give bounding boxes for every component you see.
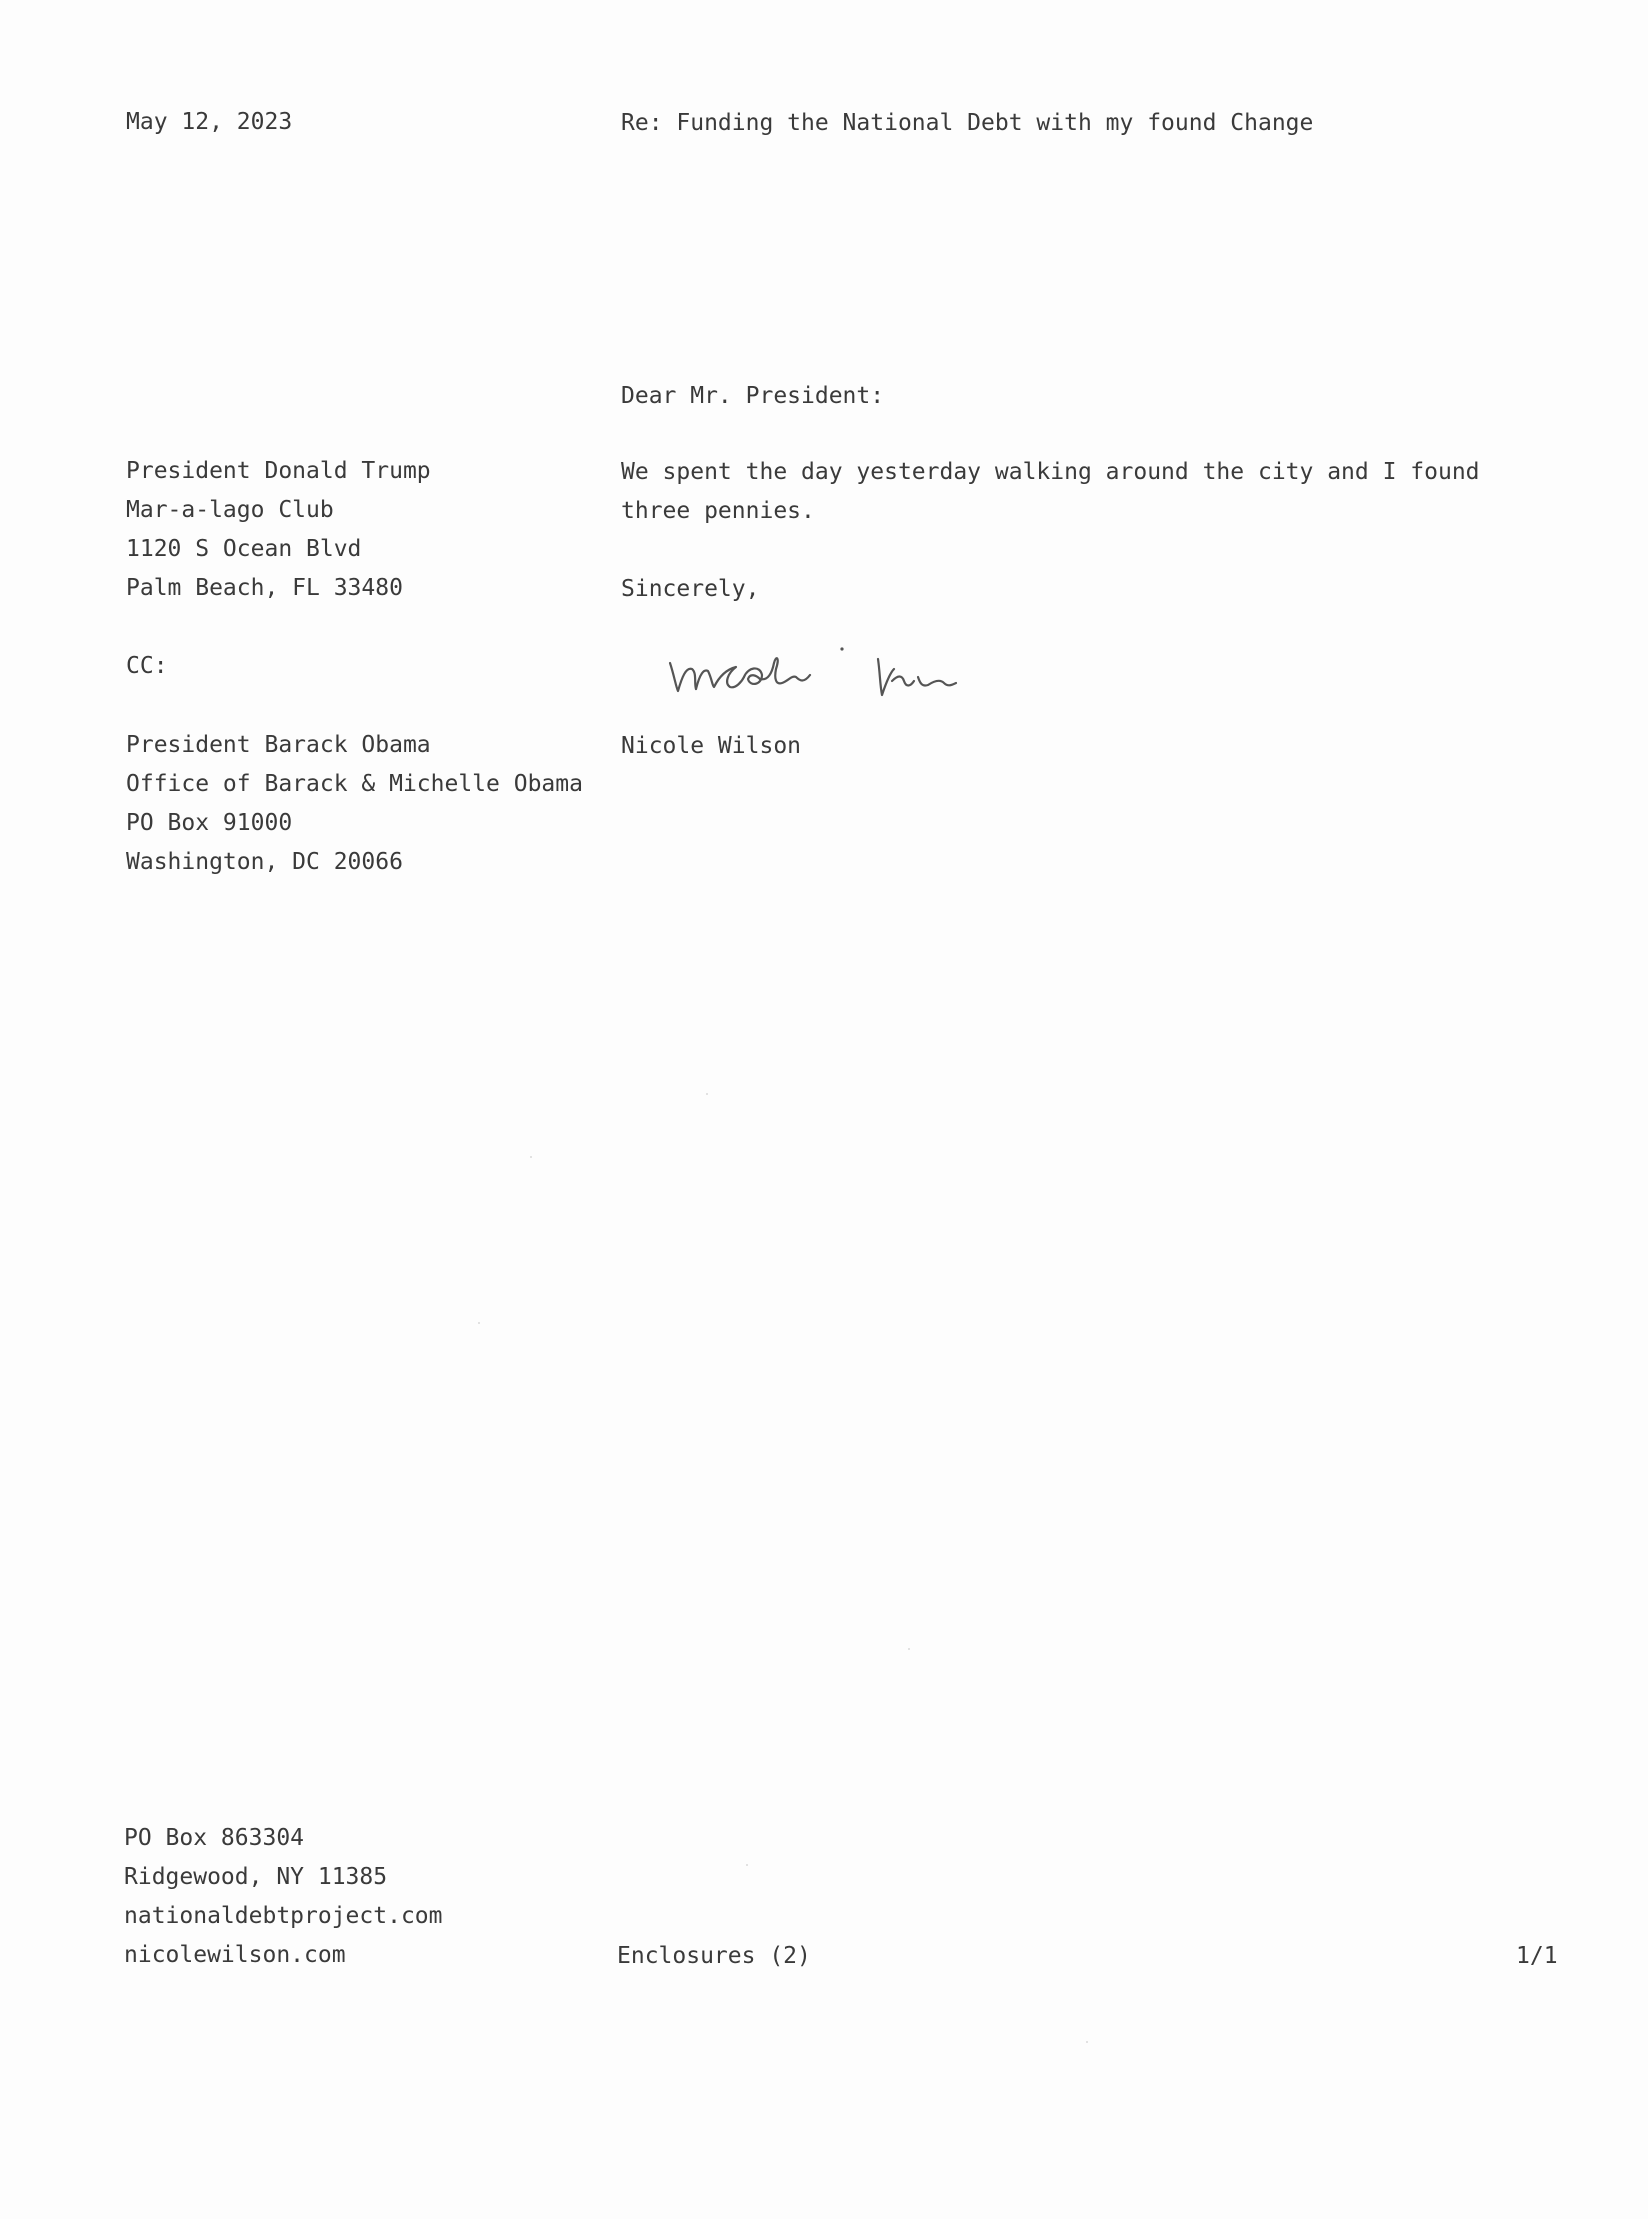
- handwritten-signature: [664, 633, 994, 713]
- cc-recipient-organization: Office of Barack & Michelle Obama: [126, 771, 583, 797]
- signer-name: Nicole Wilson: [621, 733, 802, 759]
- scan-speck: [908, 1648, 910, 1650]
- recipient-city-state-zip: Palm Beach, FL 33480: [126, 575, 403, 601]
- recipient-name: President Donald Trump: [126, 458, 431, 484]
- signature-drawing: [664, 633, 994, 713]
- closing: Sincerely,: [621, 576, 760, 602]
- scan-speck: [1086, 2041, 1088, 2043]
- letter-body: [621, 453, 1521, 531]
- return-po-box: PO Box 863304: [124, 1825, 305, 1851]
- recipient-organization: Mar-a-lago Club: [126, 497, 334, 523]
- website-link: nicolewilson.com: [124, 1942, 346, 1968]
- cc-label: CC:: [126, 653, 168, 679]
- return-city-state-zip: Ridgewood, NY 11385: [124, 1864, 388, 1890]
- recipient-address: [126, 452, 431, 608]
- enclosures-note: Enclosures (2): [617, 1943, 811, 1969]
- body-line: three pennies.: [621, 498, 815, 524]
- scan-speck: [478, 1322, 480, 1324]
- return-address: [124, 1819, 443, 1975]
- scan-speck: [706, 1093, 708, 1095]
- body-line: We spent the day yesterday walking around the city and I found: [621, 459, 1480, 485]
- salutation: Dear Mr. President:: [621, 383, 885, 409]
- cc-recipient-city-state-zip: Washington, DC 20066: [126, 849, 403, 875]
- subject-line: Re: Funding the National Debt with my found Change: [621, 110, 1314, 136]
- cc-recipient-address: [126, 726, 583, 882]
- website-link: nationaldebtproject.com: [124, 1903, 443, 1929]
- scan-speck: [530, 1156, 532, 1158]
- recipient-street: 1120 S Ocean Blvd: [126, 536, 362, 562]
- cc-recipient-street: PO Box 91000: [126, 810, 293, 836]
- cc-recipient-name: President Barack Obama: [126, 732, 431, 758]
- page-number: 1/1: [1516, 1943, 1558, 1969]
- letter-date: May 12, 2023: [126, 109, 293, 135]
- scan-speck: [746, 1864, 748, 1866]
